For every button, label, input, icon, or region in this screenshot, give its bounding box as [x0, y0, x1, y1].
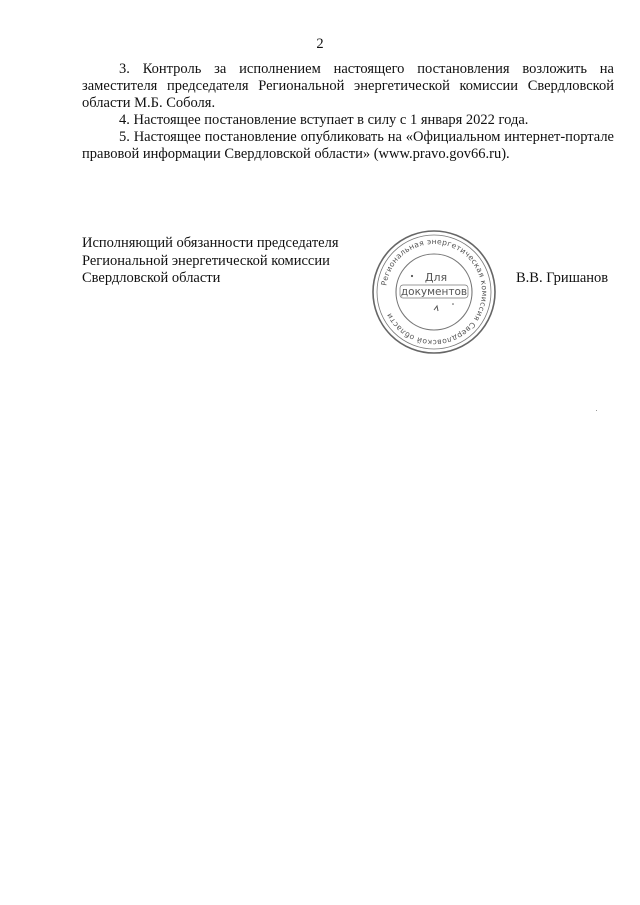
signatory-position-line: Свердловской области	[82, 270, 221, 286]
signatory-position-line: Региональной энергетической комиссии	[82, 252, 330, 269]
signatory-position	[82, 235, 339, 288]
signer-name: В.В. Гришанов	[516, 270, 609, 286]
paragraph-3: 3. Контроль за исполнением настоящего постановления возложить на заместителя председателя Региональной энергетической комиссии Свердловской области М.Б. Соболя.	[82, 61, 614, 111]
page-number: 2	[316, 36, 324, 52]
signatory-position-line: Исполняющий обязанности председателя	[82, 235, 339, 251]
official-stamp	[370, 228, 498, 356]
stamp-seal-graphic	[370, 228, 498, 356]
stamp-center-text-2: документов	[400, 286, 468, 298]
stamp-center-text-1: Для	[424, 271, 448, 284]
document-body	[82, 61, 614, 163]
paragraph-5: 5. Настоящее постановление опубликовать на «Официальном интернет-портале правовой информации Свердловской области» (www.pravo.gov66.ru).	[82, 129, 614, 162]
scan-speck	[596, 410, 597, 411]
stamp-ring-text: Региональная энергетическая комиссия Свердловской области	[379, 236, 490, 348]
paragraph-4: 4. Настоящее постановление вступает в силу с 1 января 2022 года.	[119, 112, 529, 128]
